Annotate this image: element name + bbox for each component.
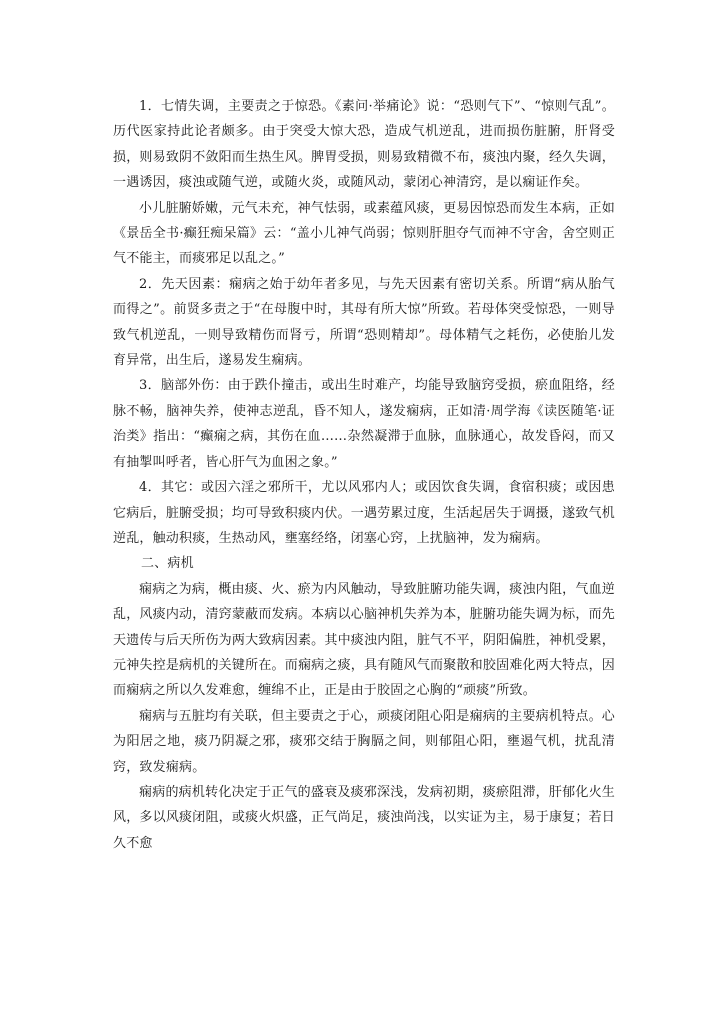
paragraph-head-trauma: 3．脑部外伤：由于跌仆撞击，或出生时难产，均能导致脑窍受损，瘀血阻络，经脉不畅，脑神失养，使神志逆乱，昏不知人，遂发痫病，正如清·周学海《读医随笔·证治类》指出：“癫痫之病，其伤在血……杂然凝滞于血脉，血脉通心，故发昏闷，而又有抽掣叫呼者，皆心肝气为血困之象。” (113, 378, 615, 470)
document-body (113, 94, 615, 856)
paragraph-transformation: 痫病的病机转化决定于正气的盛衰及痰邪深浅，发病初期，痰瘀阻滞，肝郁化火生风，多以风痰闭阻，或痰火炽盛，正气尚足，痰浊尚浅，以实证为主，易于康复；若日久不愈 (113, 784, 615, 851)
paragraph-children: 小儿脏腑娇嫩，元气未充，神气怯弱，或素蕴风痰，更易因惊恐而发生本病，正如《景岳全书·癫狂痴呆篇》云：“盖小儿神气尚弱；惊则肝胆夺气而神不守舍，舍空则正气不能主，而痰邪足以乱之。” (113, 200, 615, 267)
paragraph-other-causes: 4．其它：或因六淫之邪所干，尤以风邪内人；或因饮食失调，食宿积痰；或因患它病后，脏腑受损；均可导致积痰内伏。一遇劳累过度，生活起居失于调摄，遂致气机逆乱，触动积痰，生热动风，壅塞经络，闭塞心窍，上扰脑神，发为痫病。 (113, 480, 615, 546)
paragraph-emotional-cause: 1．七情失调，主要责之于惊恐。《素问·举痛论》说：“恐则气下”、“惊则气乱”。历代医家持此论者颇多。由于突受大惊大恐，造成气机逆乱，进而损伤脏腑，肝肾受损，则易致阴不敛阳而生热生风。脾胃受损，则易致精微不布，痰浊内聚，经久失调，一遇诱因，痰浊或随气逆，或随火炎，或随风动，蒙闭心神清窍，是以痫证作矣。 (113, 99, 615, 191)
section-heading-pathogenesis: 二、病机 (141, 556, 194, 572)
paragraph-pathogenesis: 痫病之为病，概由痰、火、瘀为内风触动，导致脏腑功能失调，痰浊内阻，气血逆乱，风痰内动，清窍蒙蔽而发病。本病以心脑神机失养为本，脏腑功能失调为标，而先天遗传与后天所伤为两大致病因素。其中痰浊内阻，脏气不平，阴阳偏胜，神机受累，元神失控是病机的关键所在。而痫病之痰，具有随风气而聚散和胶固难化两大特点，因而痫病之所以久发难愈，缠绵不止，正是由于胶固之心胸的“顽痰”所致。 (113, 581, 615, 699)
paragraph-five-organs: 痫病与五脏均有关联，但主要责之于心，顽痰闭阻心阳是痫病的主要病机特点。心为阳居之地，痰乃阴凝之邪，痰邪交结于胸膈之间，则郁阻心阳，壅遏气机，扰乱清窍，致发痫病。 (113, 708, 615, 775)
paragraph-congenital-cause: 2．先天因素：痫病之始于幼年者多见，与先天因素有密切关系。所谓“病从胎气而得之”。前贤多责之于“在母腹中时，其母有所大惊”所致。若母体突受惊恐，一则导致气机逆乱，一则导致精伤而肾亏，所谓“恐则精却”。母体精气之耗伤，必使胎儿发育异常，出生后，遂易发生痫病。 (113, 276, 615, 369)
